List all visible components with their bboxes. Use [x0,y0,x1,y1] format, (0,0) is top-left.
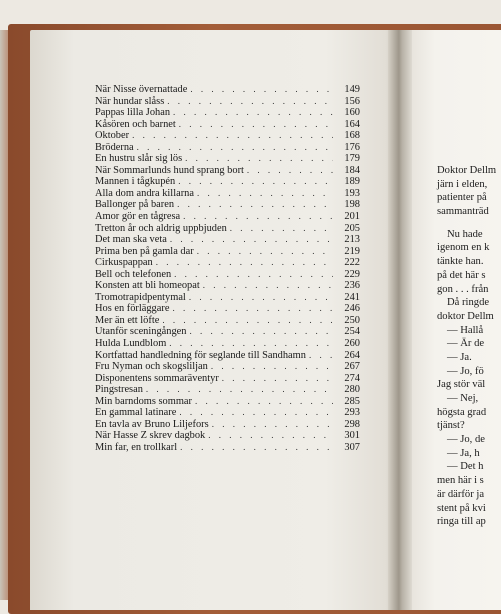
toc-entry-page: 168 [344,130,360,142]
toc-entry [95,96,360,108]
toc-entry [95,269,360,281]
toc-entry-page: 219 [344,245,360,257]
toc-entry-title: Pingstresan [95,384,143,396]
right-page-line: doktor Dellm [437,310,494,322]
toc-entry [95,107,360,119]
toc-entry [95,280,360,292]
right-page-line: tjänst? [437,420,465,432]
right-page-line: patienter på [437,192,487,204]
right-page-text [437,164,501,529]
toc-entry [95,223,360,235]
toc-entry-title: Kortfattad handledning för seglande till Sandhamn [95,349,306,361]
toc-leader-dots [189,292,333,304]
toc-leader-dots [212,419,333,431]
toc-entry-page: 264 [344,349,360,361]
toc-entry-page: 164 [344,118,360,130]
toc-entry [95,153,360,165]
toc-entry-title: Fru Nyman och skogsliljan [95,361,208,373]
toc-leader-dots [169,338,333,350]
toc-entry [95,430,360,442]
toc-entry [95,142,360,154]
toc-entry [95,419,360,431]
toc-entry-title: När Hasse Z skrev dagbok [95,430,206,442]
right-page-line: — Det h [447,461,484,473]
toc-leader-dots [180,442,333,454]
toc-entry-page: 179 [344,153,360,165]
toc-entry [95,350,360,362]
toc-entry-page: 222 [344,257,360,269]
toc-leader-dots [174,269,333,281]
right-page-line: på det här s [437,269,486,281]
toc-entry-page: 254 [344,326,360,338]
toc-entry [95,326,360,338]
toc-leader-dots [137,142,333,154]
toc-entry [95,407,360,419]
toc-entry [95,234,360,246]
right-page-line: tänkte han. [437,256,484,268]
toc-entry-title: Hulda Lundblom [95,338,167,350]
toc-entry-title: Det man ska veta [95,234,167,246]
toc-leader-dots [179,119,333,131]
toc-entry [95,396,360,408]
toc-entry-page: 260 [344,338,360,350]
toc-entry-title: När Nisse övernattade [95,84,188,95]
toc-entry [95,176,360,188]
toc-entry [95,130,360,142]
toc-entry [95,384,360,396]
toc-leader-dots [185,153,333,165]
toc-entry [95,442,360,454]
toc-leader-dots [203,280,333,292]
table-of-contents [95,84,360,454]
right-page-line: högsta grad [437,406,487,418]
toc-entry-title: Pappas lilla Johan [95,107,171,119]
right-page-line: Jag stör väl [437,379,486,391]
toc-leader-dots [211,361,333,373]
toc-leader-dots [189,326,333,338]
right-page-line: ringa till ap [437,516,486,528]
toc-entry [95,188,360,200]
toc-leader-dots [132,130,333,142]
toc-entry [95,199,360,211]
toc-entry [95,211,360,223]
toc-entry-title: Bell och telefonen [95,268,172,280]
toc-entry [95,119,360,131]
toc-entry-title: Amor gör en tågresa [95,211,181,223]
toc-entry [95,292,360,304]
toc-leader-dots [222,373,333,385]
toc-entry [95,165,360,177]
toc-entry-page: 246 [344,303,360,315]
right-page-line: men här i s [437,475,484,487]
toc-leader-dots [247,165,333,177]
toc-entry-title: Mannen i tågkupén [95,176,176,188]
right-page-line: stent på kvi [437,502,486,514]
right-page-line: Doktor Dellm [437,165,497,176]
toc-leader-dots [183,211,333,223]
toc-leader-dots [190,84,333,96]
toc-entry-page: 149 [344,84,360,95]
toc-entry-title: Utanför sceningången [95,326,187,338]
right-page-line: — Ja. [447,351,472,363]
toc-entry-page: 198 [344,199,360,211]
toc-entry [95,373,360,385]
toc-entry-title: Cirkuspappan [95,257,153,269]
toc-entry-page: 293 [344,407,360,419]
toc-entry [95,338,360,350]
toc-entry-page: 156 [344,95,360,107]
toc-entry-page: 213 [344,234,360,246]
toc-entry-title: Tretton år och aldrig uppbjuden [95,222,227,234]
right-page-line: — Ja, h [447,447,480,459]
toc-entry-title: Oktober [95,130,130,142]
toc-entry-title: Min far, en trollkarl [95,441,178,453]
toc-entry-page: 236 [344,280,360,292]
toc-leader-dots [195,396,333,408]
right-page-line: Nu hade [447,228,483,240]
toc-entry-page: 280 [344,384,360,396]
toc-entry [95,246,360,258]
toc-leader-dots [146,384,333,396]
toc-entry-page: 201 [344,211,360,223]
toc-entry-title: En gammal latinare [95,407,177,419]
toc-leader-dots [170,234,333,246]
toc-leader-dots [197,188,333,200]
paragraph-gap [437,219,501,228]
toc-entry-page: 298 [344,418,360,430]
toc-entry [95,361,360,373]
toc-leader-dots [167,96,333,108]
toc-entry-page: 184 [344,164,360,176]
right-page-line: är därför ja [437,488,485,500]
toc-leader-dots [179,407,333,419]
toc-entry-title: En hustru slår sig lös [95,153,183,165]
toc-leader-dots [156,257,333,269]
toc-leader-dots [173,107,333,119]
toc-entry-title: Kåsören och barnet [95,118,176,130]
toc-leader-dots [177,199,333,211]
toc-entry-page: 307 [344,441,360,453]
toc-leader-dots [162,315,333,327]
toc-entry-page: 229 [344,268,360,280]
toc-entry-title: Alla dom andra killarna [95,187,194,199]
toc-entry-title: En tavla av Bruno Liljefors [95,418,209,430]
toc-entry-page: 189 [344,176,360,188]
toc-entry [95,84,360,96]
book-gutter [388,30,412,610]
toc-entry [95,303,360,315]
toc-entry-title: Tromotrapidpentymal [95,291,186,303]
right-page-line: järn i elden, [437,178,488,190]
right-page-line: — Jo, de [447,434,485,446]
toc-entry-title: Bröderna [95,141,134,153]
toc-entry-title: Mer än ett löfte [95,314,160,326]
toc-entry-title: När hundar slåss [95,95,165,107]
toc-leader-dots [197,246,333,258]
toc-leader-dots [208,430,333,442]
toc-entry-page: 274 [344,372,360,384]
right-page-line: sammanträd [437,206,489,218]
toc-entry-title: Disponentens sommaräventyr [95,372,219,384]
toc-entry-title: När Sommarlunds hund sprang bort [95,164,244,176]
right-page-line: — Hallå [447,324,484,336]
toc-entry-page: 301 [344,430,360,442]
right-page-line: gon . . . från [437,283,489,295]
toc-entry-page: 285 [344,395,360,407]
right-page-line: Då ringde [447,297,490,309]
toc-entry-title: Konsten att bli homeopat [95,280,200,292]
toc-entry-page: 205 [344,222,360,234]
toc-entry-page: 267 [344,361,360,373]
toc-entry-title: Prima ben på gamla dar [95,245,194,257]
toc-entry [95,315,360,327]
toc-entry-page: 193 [344,187,360,199]
toc-leader-dots [172,303,333,315]
toc-entry-title: Min barndoms sommar [95,395,192,407]
toc-leader-dots [309,350,333,362]
toc-entry-title: Ballonger på baren [95,199,175,211]
right-page-line: — Nej, [447,393,479,404]
toc-entry-page: 176 [344,141,360,153]
toc-entry-page: 250 [344,314,360,326]
right-page-line: — Jo, fö [447,365,484,377]
right-page-line: — Är de [447,338,485,350]
toc-entry-page: 160 [344,107,360,119]
toc-entry-page: 241 [344,291,360,303]
toc-entry [95,257,360,269]
right-page-line: igenom en k [437,242,490,254]
toc-leader-dots [230,223,333,235]
toc-entry-title: Hos en förläggare [95,303,170,315]
toc-leader-dots [178,176,333,188]
